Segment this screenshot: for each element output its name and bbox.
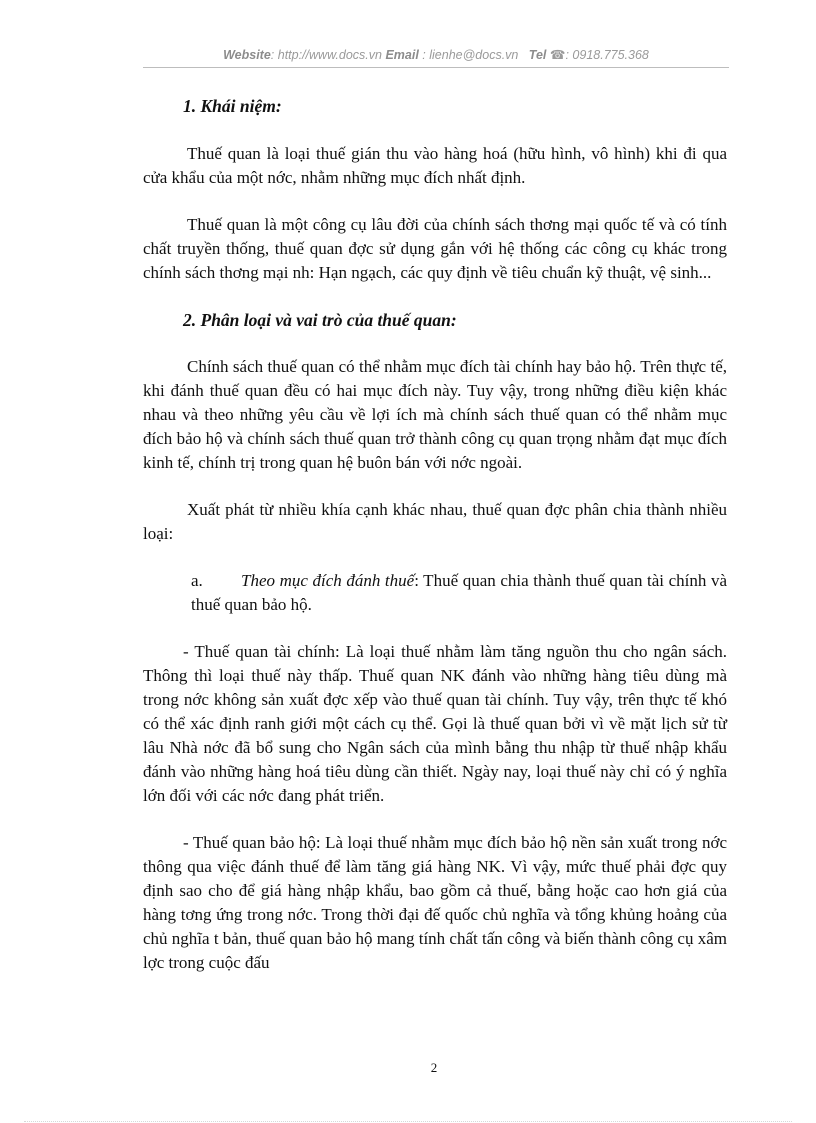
section-2-paragraph-1: Chính sách thuế quan có thể nhằm mục đích tài chính hay bảo hộ. Trên thực tế, khi đánh thuế quan đều có hai mục đích này. Tuy vậy, trong những điều kiện khác nhau và theo những yêu cầu về lợi ích mà chính sách thuế quan có thể nhằm mục đích bảo hộ và chính sách thuế quan trở thành công cụ quan trọng nhằm đạt mục đích kinh tế, chính trị trong quan hệ buôn bán với nớc ngoài. [143,357,727,472]
website-label: Website [223,48,271,62]
phone-icon: ☎ [549,48,566,62]
bullet-financial-tariff: - Thuế quan tài chính: Là loại thuế nhằm làm tăng nguồn thu cho ngân sách. Thông thì loại thuế này thấp. Thuế quan NK đánh vào những hàng tiêu dùng mà trong nớc không sản xuất đợc xếp vào thuế quan tài chính. Tuy vậy, trên thực tế khó có thể xác định ranh giới một cách cụ thể. Gọi là thuế quan bởi vì về mặt lịch sử từ lâu Nhà nớc đã bổ sung cho Ngân sách của mình bằng thu nhập từ thuế nhập khẩu đánh vào những hàng hoá tiêu dùng cần thiết. Ngày nay, loại thuế này chỉ có ý nghĩa lớn đối với các nớc đang phát triển. [143,642,727,805]
list-item-a-letter: a. [191,571,203,590]
section-1-paragraph-1: Thuế quan là loại thuế gián thu vào hàng hoá (hữu hình, vô hình) khi đi qua cửa khẩu của một nớc, nhằm những mục đích nhất định. [143,144,727,187]
document-body [143,94,727,975]
section-1-paragraph-2: Thuế quan là một công cụ lâu đời của chính sách thơng mại quốc tế và có tính chất truyền thống, thuế quan đợc sử dụng gắn với hệ thống các công cụ khác trong chính sách thơng mại nh: Hạn ngạch, các quy định về tiêu chuẩn kỹ thuật, vệ sinh... [143,215,727,282]
header-divider [143,67,729,68]
section-2-title: 2. Phân loại và vai trò của thuế quan: [183,310,457,330]
page-number: 2 [430,1060,438,1075]
section-1-title: 1. Khái niệm: [183,96,282,116]
list-item-a [143,569,727,617]
list-item-a-text: : Thuế quan chia thành thuế quan tài chính và thuế quan bảo hộ. [191,571,728,614]
tel-value: : 0918.775.368 [565,48,649,62]
email-label: Email [385,48,419,62]
page-header [143,47,729,62]
section-2-paragraph-2: Xuất phát từ nhiều khía cạnh khác nhau, thuế quan đợc phân chia thành nhiều loại: [143,500,727,543]
tel-label: Tel [528,48,547,62]
website-value: : http://www.docs.vn [270,48,382,62]
bullet-protective-tariff: - Thuế quan bảo hộ: Là loại thuế nhằm mục đích bảo hộ nền sản xuất trong nớc thông qua việc đánh thuế để làm tăng giá hàng NK. Vì vậy, mức thuế phải đợc quy định sao cho để giá hàng nhập khẩu, bao gồm cả thuế, bằng hoặc cao hơn giá của hàng tơng ứng trong nớc. Trong thời đại đế quốc chủ nghĩa và tổng khủng hoảng của chủ nghĩa t bản, thuế quan bảo hộ mang tính chất tấn công và biến thành công cụ xâm lợc trong cuộc đấu [143,833,727,972]
email-value: : lienhe@docs.vn [422,48,519,62]
list-item-a-lead: Theo mục đích đánh thuế [241,571,415,590]
footer-divider [24,1121,792,1122]
